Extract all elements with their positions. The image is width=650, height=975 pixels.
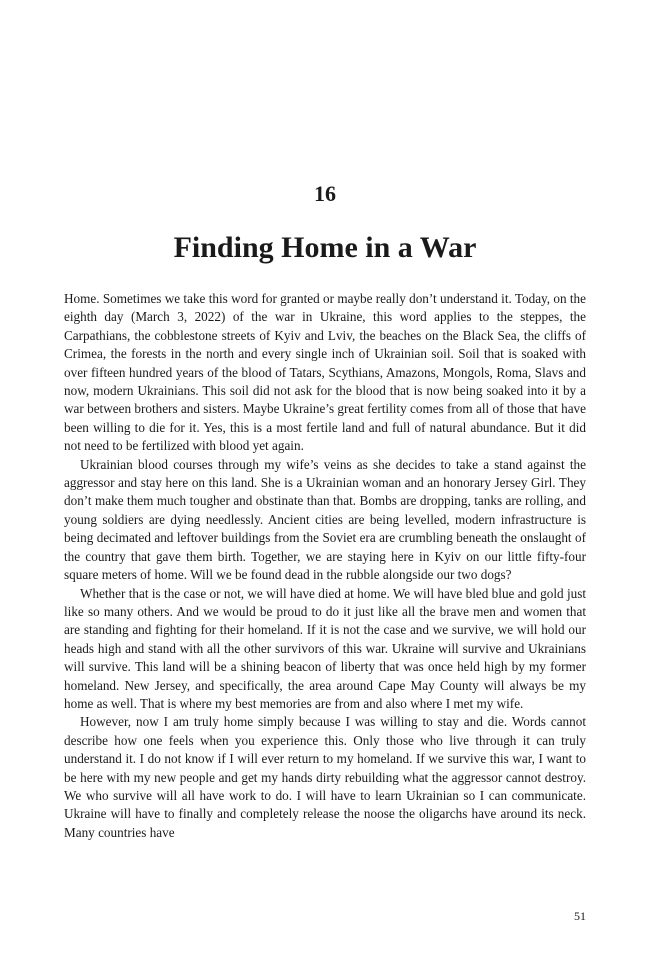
- chapter-number: 16: [314, 181, 336, 206]
- paragraph: Ukrainian blood courses through my wife’s veins as she decides to take a stand against the aggressor and stay here on this land. She is a Ukrainian woman and an honorary Jersey Girl. They don’t make them much tougher and obstinate than that. Bombs are dropping, tanks are rolling, and young soldiers are dying needlessly. Ancient cities are being levelled, modern infrastructure is being decimated and leftover buildings from the Soviet era are crumbling beneath the onslaught of the country that gave them birth. Together, we are staying here in Kyiv on our little fifty-four square meters of home. Will we be found dead in the rubble alongside our two dogs?: [64, 456, 586, 583]
- paragraph: However, now I am truly home simply because I was willing to stay and die. Words cannot describe how one feels when you experience this. Only those who live through it can truly understand it. I do not know if I will ever return to my homeland. If we survive this war, I want to be here with my new people and get my hands dirty rebuilding what the aggressor cannot destroy. We who survive will all have work to do. I will have to learn Ukrainian so I can communicate. Ukraine will have to finally and completely release the noose the oligarchs have around its neck. Many countries have: [64, 714, 586, 840]
- page-number: 51: [574, 909, 586, 923]
- paragraph: Home. Sometimes we take this word for granted or maybe really don’t understand it. Today, on the eighth day (March 3, 2022) of the war in Ukraine, this word applies to the steppes, the Carpathians, the cobblestone streets of Kyiv and Lviv, the beaches on the Black Sea, the cliffs of Crimea, the forests in the north and every single inch of Ukrainian soil. Soil that is soaked with over fifteen hundred years of the blood of Tatars, Scythians, Amazons, Mongols, Roma, Slavs and now, modern Ukrainians. This soil did not ask for the blood that is now being soaked into it by a war between brothers and sisters. Maybe Ukraine’s great fertility comes from all of those that have been willing to die for it. Yes, this is a most fertile land and full of natural abundance. But it did not need to be fertilized with blood yet again.: [64, 291, 586, 454]
- chapter-body: [64, 290, 586, 842]
- chapter-title: Finding Home in a War: [173, 231, 477, 264]
- paragraph: Whether that is the case or not, we will have died at home. We will have bled blue and gold just like so many others. And we would be proud to do it just like all the brave men and women that are standing and fighting for their homeland. If it is not the case and we survive, we will hold our heads high and stand with all the other survivors of this war. Ukraine will survive and Ukrainians will survive. This land will be a shining beacon of liberty that was once held high by my former homeland. New Jersey, and specifically, the area around Cape May County will always be my home as well. That is where my best memories are from and also where I met my wife.: [64, 585, 586, 711]
